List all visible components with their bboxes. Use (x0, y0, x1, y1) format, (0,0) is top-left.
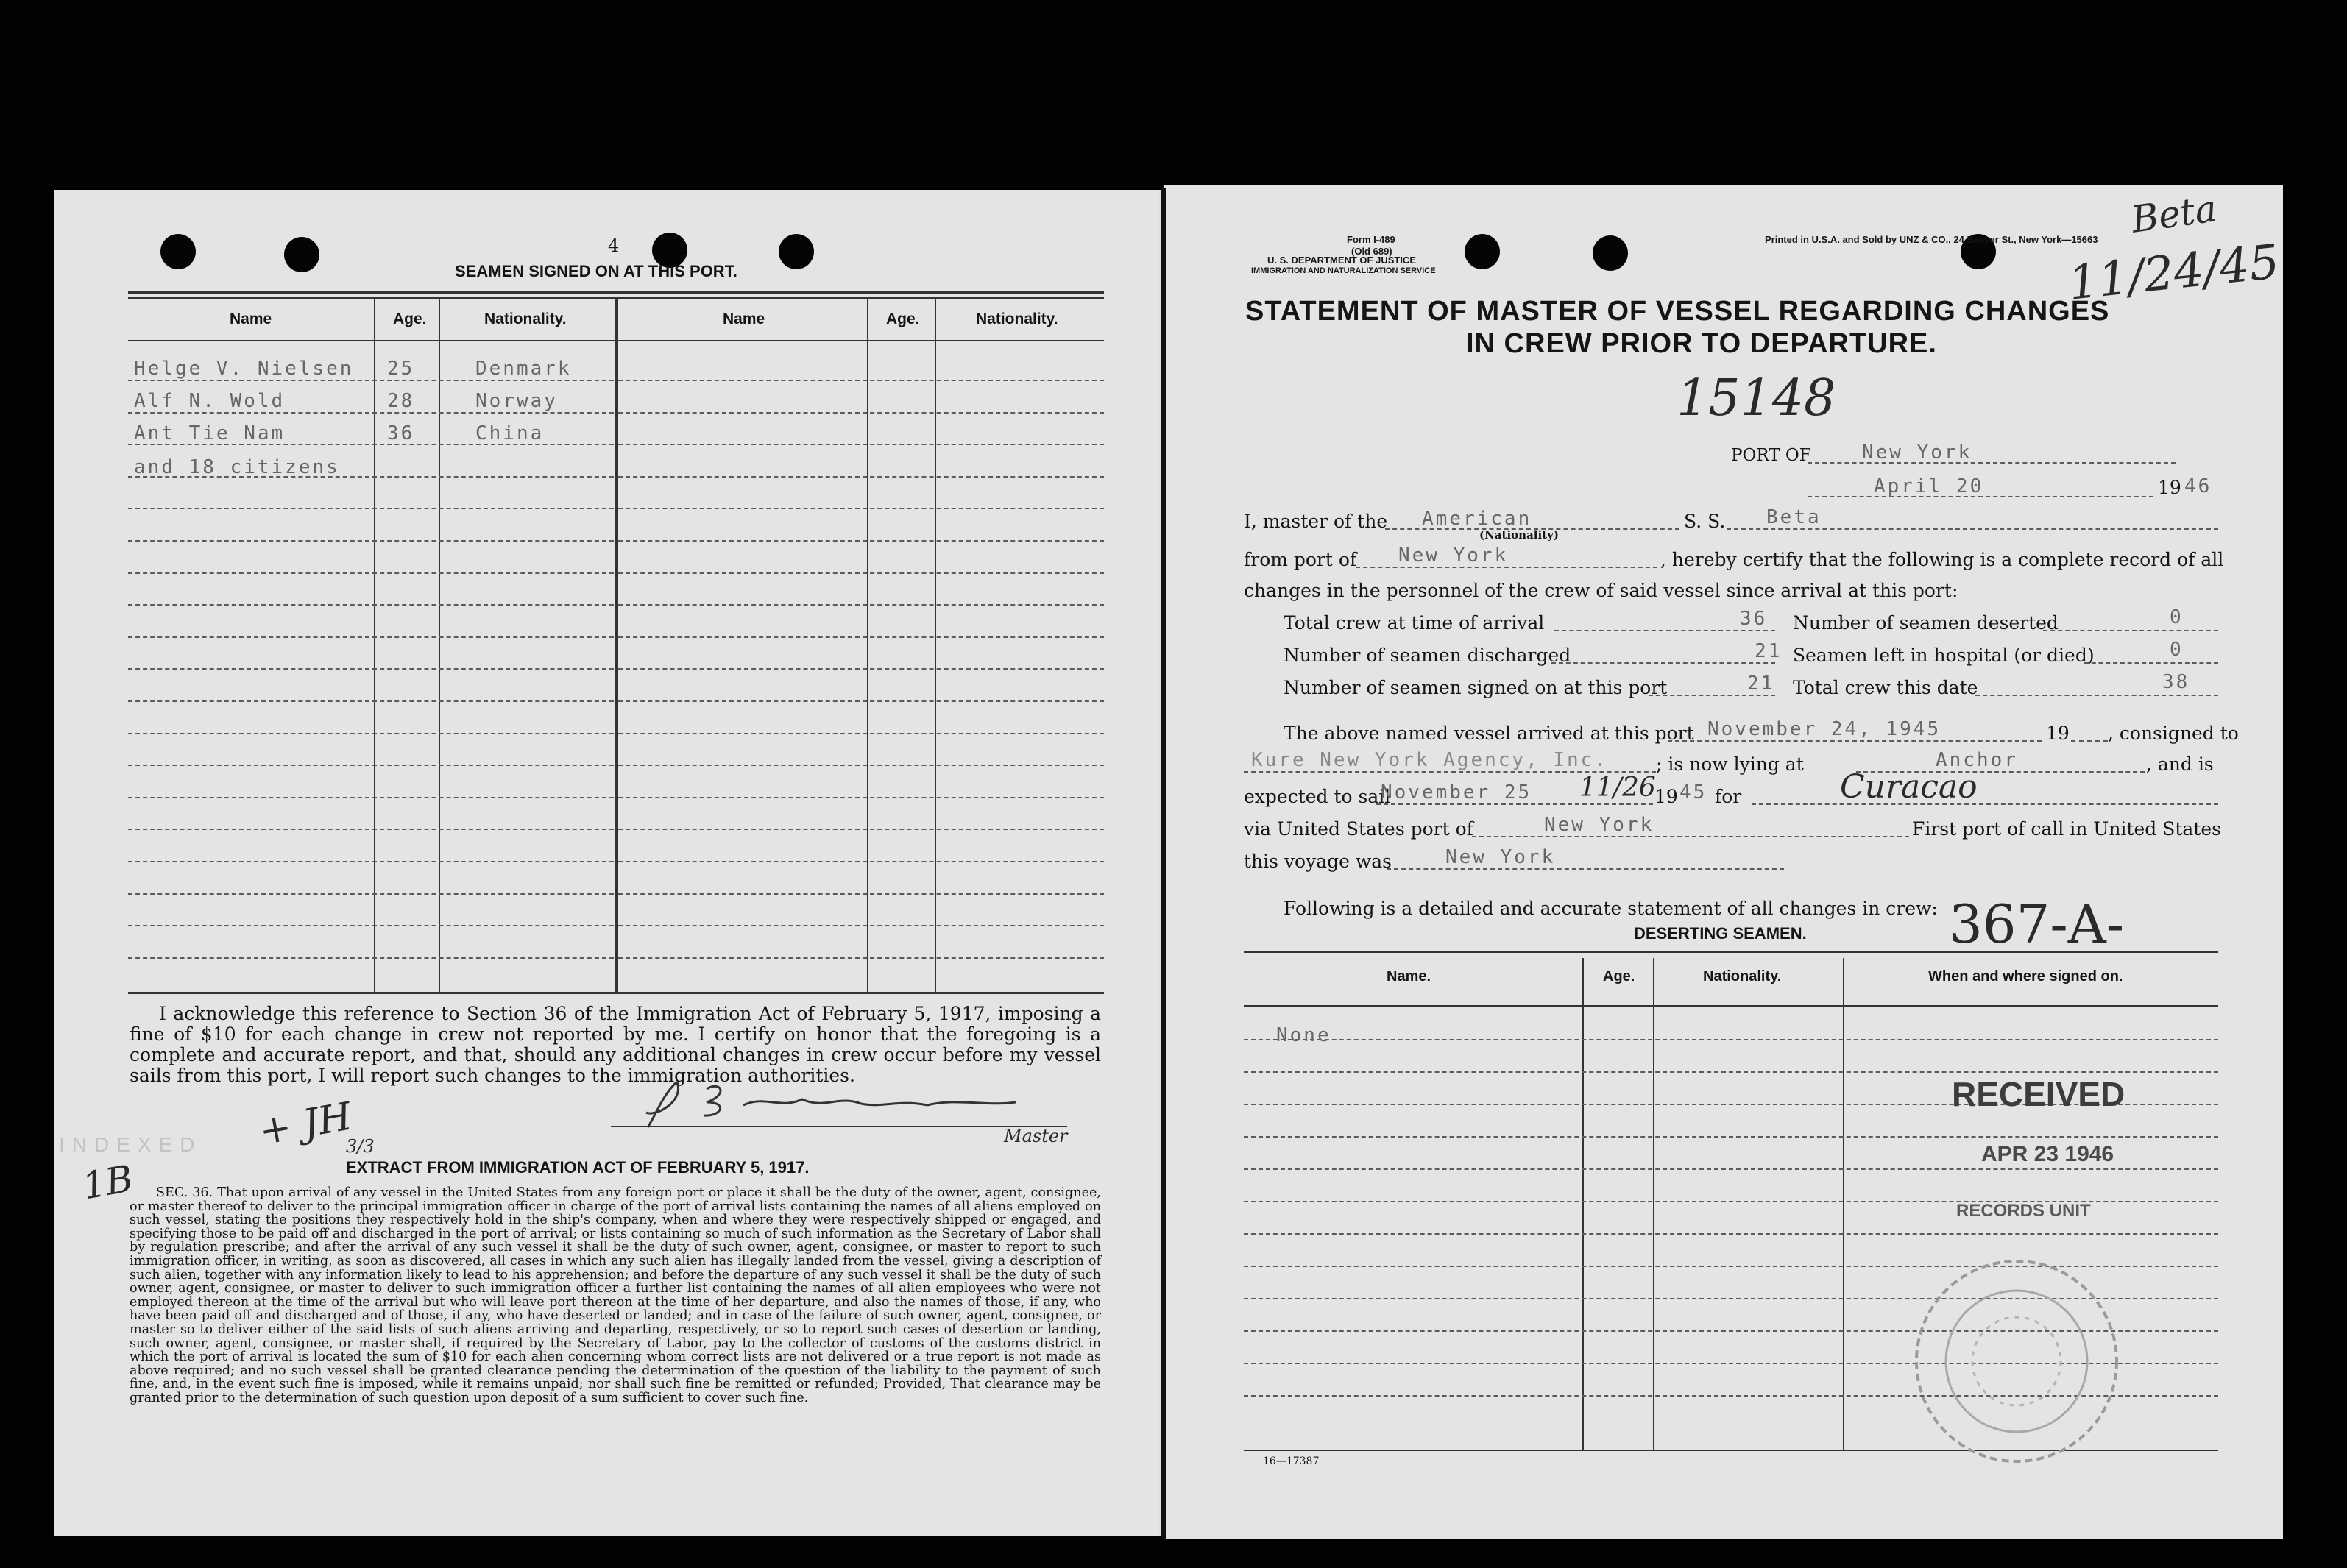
table-row-rule (128, 765, 614, 766)
stat-line (1975, 695, 2218, 696)
port-label: PORT OF (1731, 446, 1811, 465)
corner-note: 11/24/45 (2065, 235, 2282, 311)
table-row-rule (128, 604, 614, 606)
from-port-line (1356, 567, 1657, 568)
table-row-rule (1244, 1071, 2218, 1073)
column-divider (439, 297, 440, 992)
stat-line (1554, 630, 1775, 631)
department: U. S. DEPARTMENT OF JUSTICE (1267, 255, 1416, 266)
punch-hole (1593, 235, 1628, 271)
table-row-rule (618, 540, 1104, 542)
this-voyage-label: this voyage was (1244, 851, 1392, 872)
file-number: 15148 (1677, 369, 1836, 428)
table-row-rule (618, 508, 1104, 509)
seaman-nationality: China (475, 422, 545, 444)
table-row-rule (618, 925, 1104, 926)
deserting-heading: DESERTING SEAMEN. (1634, 924, 1807, 943)
page-fold (1161, 188, 1166, 1539)
master-line (611, 1126, 1067, 1127)
records-unit-stamp: RECORDS UNIT (1956, 1201, 2091, 1221)
column-divider (1843, 958, 1844, 1450)
stat-label: Seamen left in hospital (or died) (1793, 645, 2095, 666)
ref-number: 367-A- (1949, 893, 2125, 955)
stat-value: 21 (1747, 673, 1775, 695)
margin-note: 1B (79, 1157, 137, 1208)
table-row-rule (618, 957, 1104, 959)
nationality-caption: (Nationality) (1479, 528, 1559, 542)
port-value: New York (1862, 441, 1972, 464)
expected-value: November 25 (1381, 781, 1532, 803)
table-row-rule (618, 829, 1104, 830)
stat-label: Total crew at time of arrival (1284, 612, 1545, 634)
expected-label: expected to sail (1244, 786, 1391, 807)
deserting-top-rule (1244, 951, 2218, 953)
table-bottom-rule (128, 992, 1104, 994)
col-header-name: Name (230, 311, 272, 327)
column-divider (867, 297, 868, 992)
stat-value: 38 (2162, 671, 2190, 693)
table-row-rule (128, 829, 614, 830)
received-date: APR 23 1946 (1981, 1142, 2114, 1166)
table-row-rule (618, 604, 1104, 606)
table-row-rule (128, 380, 614, 381)
year-prefix: 19 (2158, 477, 2181, 498)
col-header-nationality: Nationality. (976, 311, 1058, 327)
table-row-rule (618, 861, 1104, 862)
seaman-name: Helge V. Nielsen (134, 358, 354, 380)
column-divider (374, 297, 375, 992)
date-value: April 20 (1874, 475, 1984, 497)
for-line (1752, 803, 2218, 805)
circular-postmark (1899, 1251, 2134, 1472)
expected-year-suffix: 45 (1679, 781, 1707, 803)
changes-text: changes in the personnel of the crew of said vessel since arrival at this port: (1244, 580, 1958, 601)
table-top-rule (128, 291, 1104, 294)
table-row-rule (618, 412, 1104, 414)
expected-line (1376, 803, 1653, 805)
extract-heading: EXTRACT FROM IMMIGRATION ACT OF FEBRUARY 5, 1917. (346, 1158, 810, 1177)
form-title-line-1: STATEMENT OF MASTER OF VESSEL REGARDING CHANGES (1245, 296, 2110, 327)
deserter-name: None (1276, 1024, 1331, 1046)
table-row-rule (128, 925, 614, 926)
consigned-label: , consigned to (2108, 723, 2239, 744)
column-divider (1653, 958, 1654, 1450)
form-old: (Old 689) (1351, 246, 1392, 257)
table-row-rule (1244, 1233, 2218, 1235)
from-port-label: from port of (1244, 549, 1357, 570)
punch-hole (160, 234, 196, 269)
stat-value: 21 (1755, 640, 1783, 662)
stat-value: 0 (2170, 639, 2184, 661)
for-value: Curacao (1840, 768, 1978, 806)
seaman-age: 25 (387, 358, 415, 380)
for-label: for (1715, 786, 1742, 807)
and-is: , and is (2146, 753, 2214, 775)
following-text: Following is a detailed and accurate statement of all changes in crew: (1284, 898, 1938, 919)
seaman-nationality: Denmark (475, 358, 572, 380)
signed-on-heading: SEAMEN SIGNED ON AT THIS PORT. (455, 262, 737, 280)
table-row-rule (618, 572, 1104, 574)
seaman-name: and 18 citizens (134, 456, 340, 478)
consignee-value: Kure New York Agency, Inc. (1251, 749, 1608, 771)
indexed-stamp: INDEXED (59, 1133, 202, 1156)
table-row-rule (128, 540, 614, 542)
stat-label: Number of seamen discharged (1284, 645, 1571, 666)
col-header-age: Age. (1603, 968, 1635, 985)
stat-line (1551, 662, 1775, 664)
arrived-year-line (2071, 740, 2108, 742)
footer-code: 16—17387 (1263, 1455, 1320, 1467)
table-row-rule (618, 444, 1104, 445)
this-voyage-line (1387, 868, 1784, 870)
table-row-rule (618, 797, 1104, 798)
first-port-label: First port of call in United States (1912, 818, 2221, 840)
table-row-rule (618, 476, 1104, 478)
form-title-line-2: IN CREW PRIOR TO DEPARTURE. (1466, 328, 1937, 359)
punch-hole (1465, 234, 1500, 269)
column-divider (1582, 958, 1584, 1450)
certify-text: , hereby certify that the following is a complete record of all (1660, 549, 2224, 570)
ship-line (1727, 528, 2218, 530)
seaman-age: 28 (387, 390, 415, 412)
col-header-nationality: Nationality. (484, 311, 567, 327)
lying-label: ; is now lying at (1656, 753, 1804, 775)
stat-value: 0 (2170, 606, 2184, 628)
col-header-age: Age. (393, 311, 427, 327)
printer-line: Printed in U.S.A. and Sold by UNZ & CO., 24 Beaver St., New York—15663 (1765, 234, 2098, 245)
table-row-rule (618, 700, 1104, 702)
table-row-rule (128, 668, 614, 670)
table-row-rule (128, 572, 614, 574)
ship-name: Beta (1766, 506, 1822, 528)
stat-line (1649, 695, 1775, 696)
stat-value: 36 (1740, 608, 1768, 630)
expected-year: 19 (1654, 786, 1678, 807)
extract-text: SEC. 36. That upon arrival of any vessel in the United States from any foreign port or place it shall be the duty of the owner, agent, consignee, or master thereof to deliver to the principal immigration officer in charge of the port of arrival lists containing the names of all aliens employed on such vessel, stating the positions they respectively hold in the ship's company, when and where they were respectively shipped or engaged, and specifying those to be paid off and discharged in the port of arrival; or lists containing so much of such information as the Secretary of Labor shall by regulation prescribe; and after the arrival of any such vessel it shall be the duty of such owner, agent, consignee, or master to report to such immigration officer, in writing, as soon as discovered, all cases in which any such alien has illegally landed from the vessel, giving a description of such alien, together with any information likely to lead to his apprehension; and before the departure of any such vessel it shall be the duty of such owner, agent, consignee, or master to deliver to such immigration officer a further list containing the names of all alien employees who were not employed thereon at the time of the arrival but who will leave port thereon at the time of her departure, and also the names of those, if any, who have been paid off and discharged and of those, if any, who have deserted or landed; and in case of the failure of such owner, agent, consignee, or master so to deliver either of the said lists of such aliens arriving and departing, respectively, or so to report such cases of desertion or landing, such owner, agent, consignee, or master shall, if required by the Secretary of Labor, pay to the collector of customs of the customs district in which the port of arrival is located the sum of $10 for each alien concerning whom correct lists are not delivered or a true report is not made as above required; and no such vessel shall be granted clearance pending the determination of the question of the liability to the payment of such fine, and, in the event such fine is imposed, while it remains unpaid; nor shall such fine be remitted or refunded; Provided, That clearance may be granted prior to the determination of such question upon deposit of a sum sufficient to cover such fine. (130, 1185, 1101, 1405)
table-row-rule (618, 733, 1104, 734)
form-number: Form I-489 (1347, 234, 1395, 245)
page-number: 4 (608, 235, 620, 256)
table-row-rule (1244, 1136, 2218, 1138)
arrived-label: The above named vessel arrived at this port (1284, 723, 1694, 744)
col-header-signed-on: When and where signed on. (1928, 968, 2123, 985)
column-divider (615, 297, 618, 992)
col-header-name: Name (723, 311, 765, 327)
ss-label: S. S. (1684, 511, 1726, 532)
lying-value: Anchor (1936, 749, 2018, 771)
stat-line (2043, 630, 2218, 631)
received-stamp: RECEIVED (1952, 1075, 2125, 1113)
col-header-name: Name. (1387, 968, 1431, 985)
table-row-rule (128, 700, 614, 702)
punch-hole (779, 234, 814, 269)
via-label: via United States port of (1244, 818, 1473, 840)
expected-hand: 11/26 (1579, 773, 1656, 803)
margin-note: 3/3 (346, 1136, 375, 1157)
from-port-value: New York (1398, 544, 1509, 567)
table-row-rule (618, 668, 1104, 670)
master-signature (633, 1073, 1045, 1132)
table-row-rule (618, 636, 1104, 638)
arrived-line (1668, 740, 2042, 742)
this-voyage-value: New York (1445, 846, 1556, 868)
table-row-rule (618, 380, 1104, 381)
corner-note: Beta (2128, 187, 2220, 241)
via-line (1472, 836, 1909, 837)
master-label: Master (1004, 1126, 1068, 1146)
seaman-name: Alf N. Wold (134, 390, 286, 412)
stat-label: Number of seamen signed on at this port (1284, 677, 1668, 698)
col-header-nationality: Nationality. (1703, 968, 1782, 985)
seaman-name: Ant Tie Nam (134, 422, 286, 444)
punch-hole (284, 237, 319, 272)
master-of-the: I, master of the (1244, 511, 1388, 532)
deserting-header-rule (1244, 1005, 2218, 1007)
stat-label: Number of seamen deserted (1793, 612, 2059, 634)
table-row-rule (128, 861, 614, 862)
table-row-rule (128, 957, 614, 959)
arrived-year: 19 (2046, 723, 2070, 744)
stat-label: Total crew this date (1793, 677, 1978, 698)
table-row-rule (618, 765, 1104, 766)
margin-note: + JH (255, 1094, 355, 1154)
table-row-rule (128, 797, 614, 798)
seaman-age: 36 (387, 422, 415, 444)
via-value: New York (1544, 814, 1654, 836)
table-row-rule (1244, 1039, 2218, 1040)
table-row-rule (618, 893, 1104, 895)
stat-line (2084, 662, 2218, 664)
column-divider (935, 297, 936, 992)
nationality-value: American (1422, 508, 1532, 530)
year-suffix: 46 (2184, 475, 2212, 497)
table-row-rule (128, 636, 614, 638)
seaman-nationality: Norway (475, 390, 558, 412)
arrived-value: November 24, 1945 (1707, 718, 1941, 740)
table-row-rule (128, 893, 614, 895)
table-row-rule (1244, 1168, 2218, 1170)
service: IMMIGRATION AND NATURALIZATION SERVICE (1251, 266, 1436, 275)
table-row-rule (128, 733, 614, 734)
col-header-age: Age. (886, 311, 920, 327)
table-row-rule (128, 508, 614, 509)
acknowledgement-text: I acknowledge this reference to Section 36 of the Immigration Act of February 5, 1917, imposing a fine of $10 for each change in crew not reported by me. I certify on honor that the foregoing is a complete and accurate report, and that, should any additional changes in crew occur before my vessel sails from this port, I will report such changes to the immigration authorities. (130, 1003, 1101, 1086)
